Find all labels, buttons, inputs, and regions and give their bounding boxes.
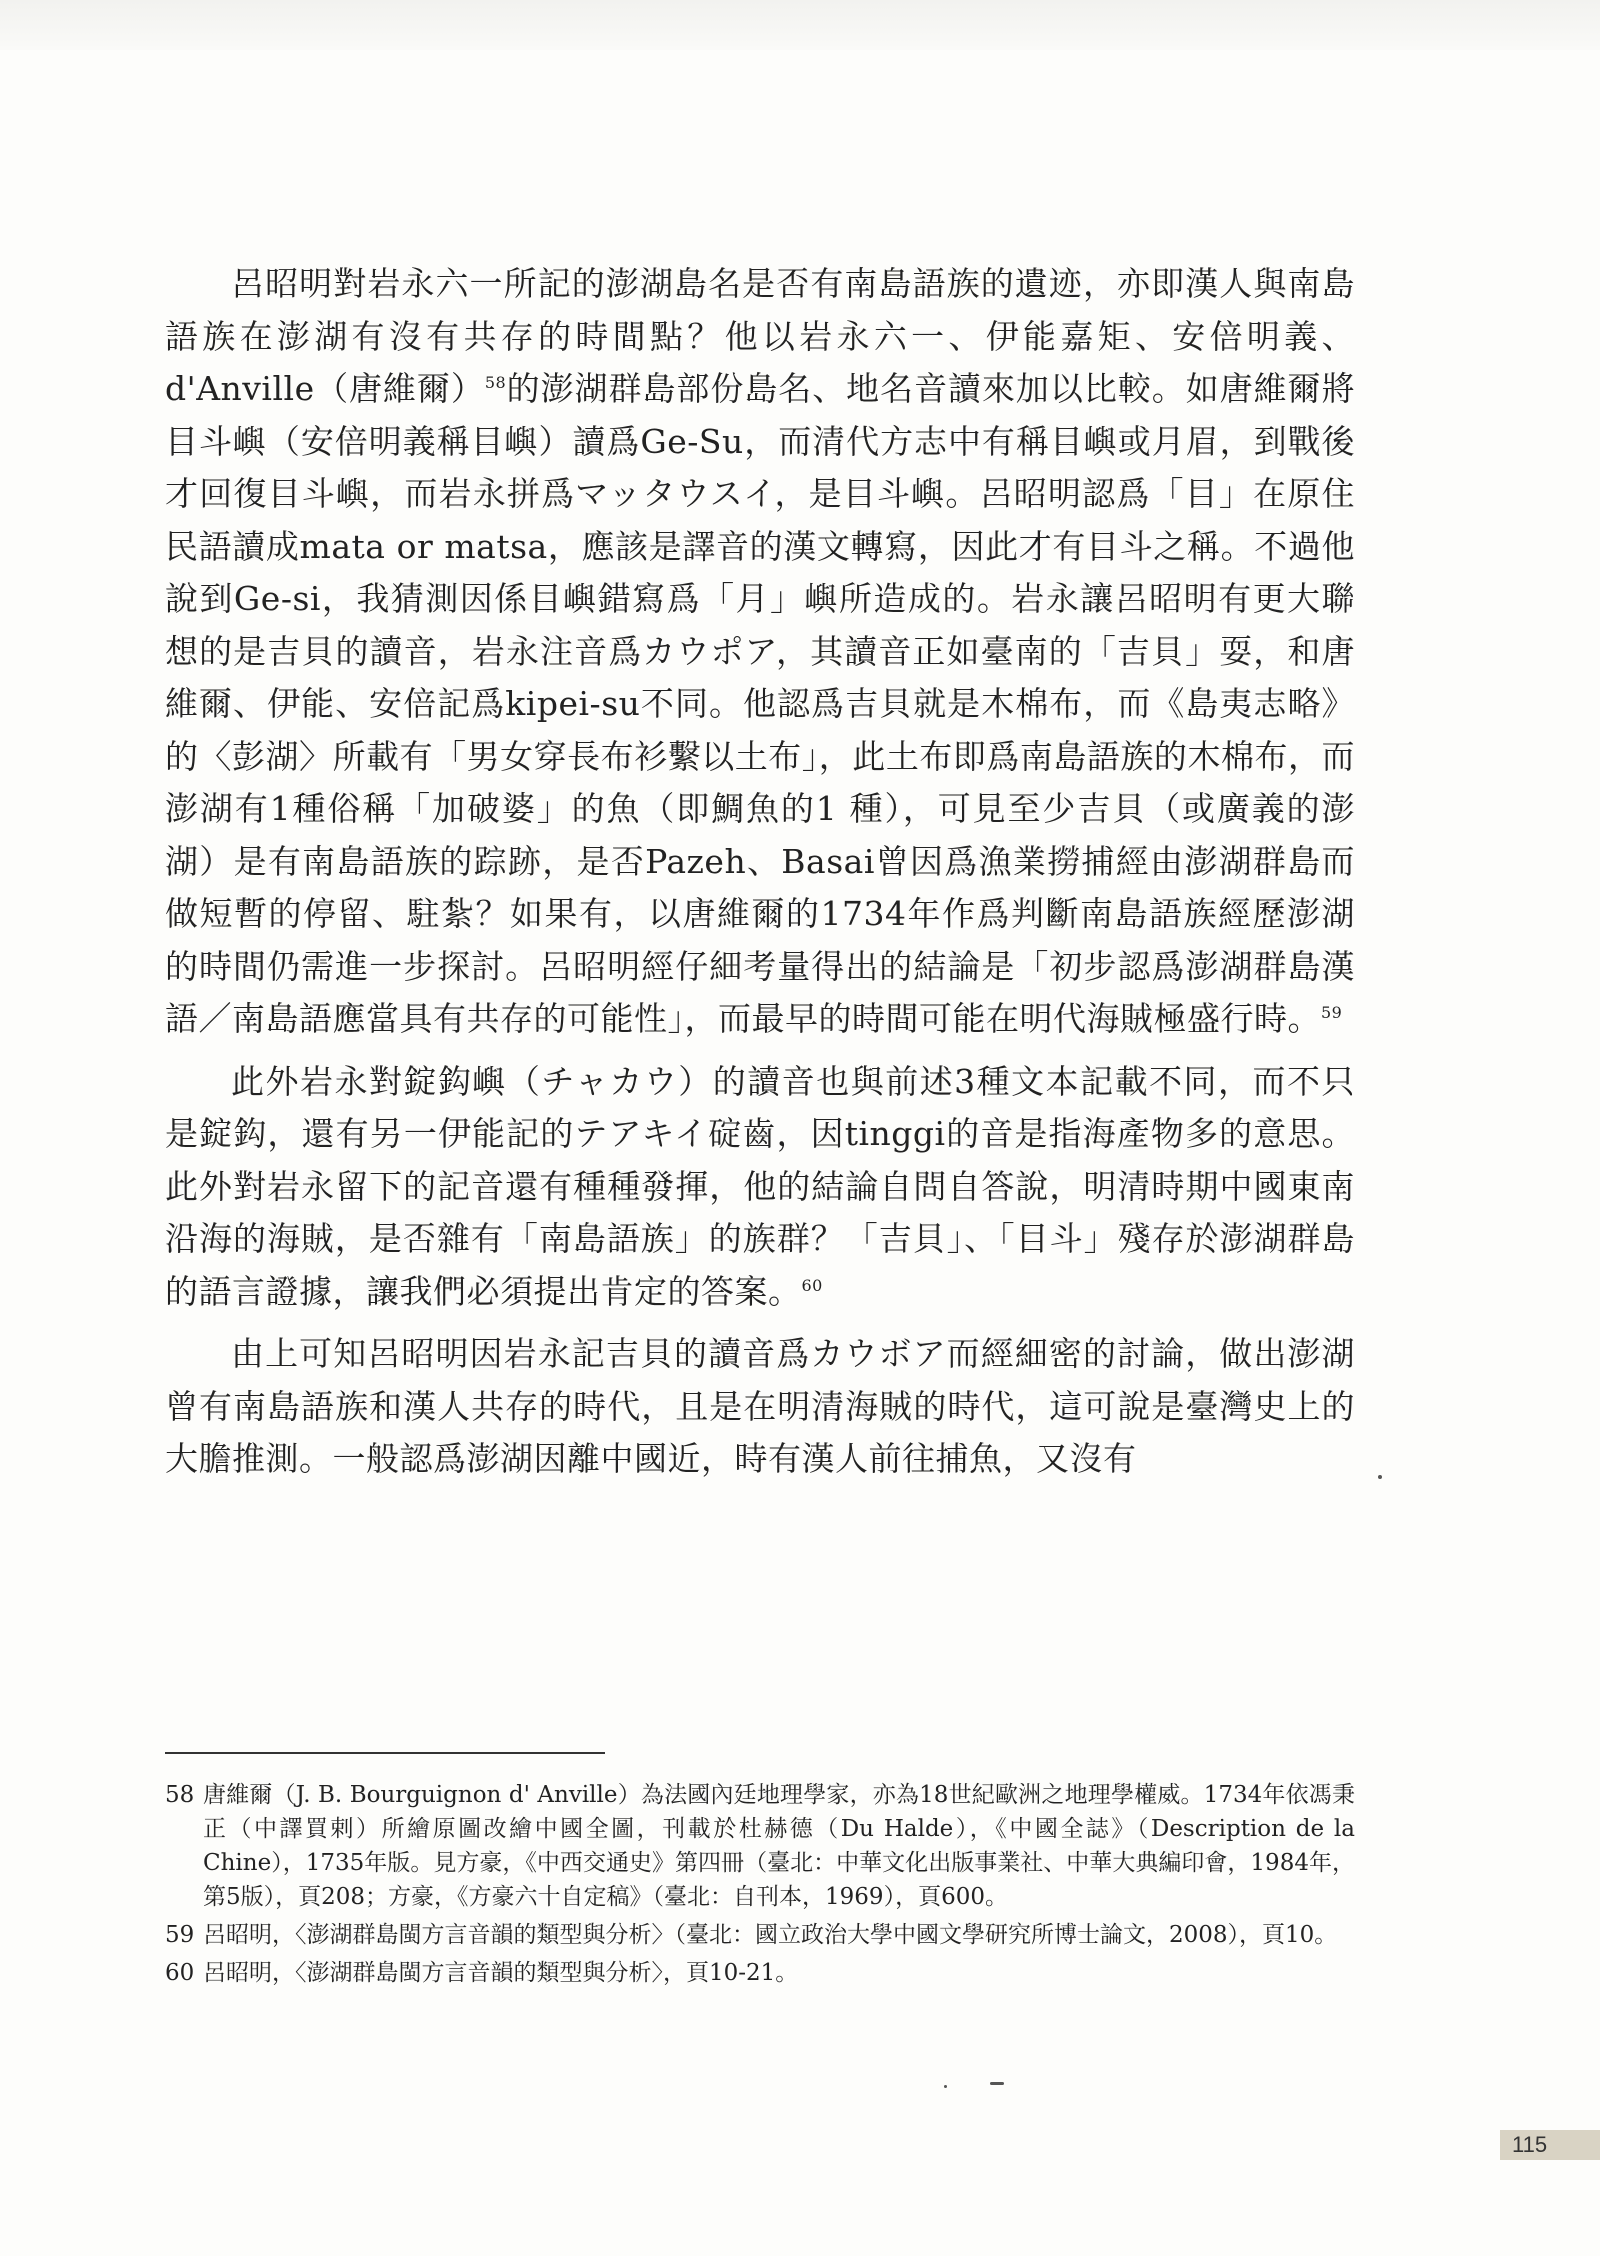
footnote-text: 呂昭明，〈澎湖群島閩方言音韻的類型與分析〉（臺北：國立政治大學中國文學研究所博士論文，2008），頁10。 <box>203 1922 1338 1948</box>
footnote-number: 58 <box>165 1782 195 1808</box>
paragraph-2 <box>165 1056 1355 1319</box>
footnotes <box>165 1778 1355 1994</box>
scan-speck <box>990 2082 1004 2085</box>
scan-speck <box>944 2085 947 2088</box>
scan-speck <box>1378 1475 1382 1479</box>
page-number: 115 <box>1500 2130 1600 2160</box>
footnote-text: 呂昭明，〈澎湖群島閩方言音韻的類型與分析〉，頁10-21。 <box>203 1960 799 1986</box>
scan-top-edge <box>0 0 1600 50</box>
footnote-58 <box>165 1778 1355 1914</box>
footnote-number: 59 <box>165 1922 195 1948</box>
paragraph-3 <box>165 1328 1355 1486</box>
paragraph-1-text-a: 呂昭明對岩永六一所記的澎湖島名是否有南島語族的遺迹，亦即漢人與南島語族在澎湖有沒有共存的時間點？他以岩永六一、伊能嘉矩、安倍明義、d'Anville（唐維爾） <box>165 264 1355 408</box>
body-text <box>165 258 1355 1496</box>
paragraph-1-text-b: 的澎湖群島部份島名、地名音讀來加以比較。如唐維爾將目斗嶼（安倍明義稱目嶼）讀爲Ge-Su，而清代方志中有稱目嶼或月眉，到戰後才回復目斗嶼，而岩永拼爲マッタウスイ，是目斗嶼。呂昭明認爲「目」在原住民語讀成mata or matsa，應該是譯音的漢文轉寫，因此才有目斗之稱。不過他說到Ge-si，我猜測因係目嶼錯寫爲「月」嶼所造成的。岩永讓呂昭明有更大聯想的是吉貝的讀音，岩永注音爲カウポア，其讀音正如臺南的「吉貝」耍，和唐維爾、伊能、安倍記爲kipei-su不同。他認爲吉貝就是木棉布，而《島夷志略》的〈彭湖〉所載有「男女穿長布衫繫以土布」，此土布即爲南島語族的木棉布，而澎湖有1種俗稱「加破婆」的魚（即鯛魚的1 種），可見至少吉貝（或廣義的澎湖）是有南島語族的踪跡，是否Pazeh、Basai曾因爲漁業撈捕經由澎湖群島而做短暫的停留、駐紮？如果有，以唐維爾的1734年作爲判斷南島語族經歷澎湖的時間仍需進一步探討。呂昭明經仔細考量得出的結論是「初步認爲澎湖群島漢語／南島語應當具有共存的可能性」，而最早的時間可能在明代海賊極盛行時。 <box>165 369 1356 1038</box>
footnote-60 <box>165 1956 1355 1990</box>
footnote-ref-58[interactable]: 58 <box>484 373 507 392</box>
paragraph-1 <box>165 258 1355 1046</box>
footnote-text: 唐維爾（J. B. Bourguignon d' Anville）為法國內廷地理學家，亦為18世紀歐洲之地理學權威。1734年依馮秉正（中譯買剌）所繪原圖改繪中國全圖，刊載於杜赫德（Du Halde），《中國全誌》（Description de la Chine），1735年版。見方豪，《中西交通史》第四冊（臺北：中華文化出版事業社、中華大典編印會，1984年，第5版），頁208；方豪，《方豪六十自定稿》（臺北：自刊本，1969），頁600。 <box>203 1782 1355 1910</box>
footnote-number: 60 <box>165 1960 195 1986</box>
footnote-ref-60[interactable]: 60 <box>801 1275 823 1295</box>
footnote-ref-59[interactable]: 59 <box>1321 1003 1343 1022</box>
footnote-separator <box>165 1752 605 1754</box>
paragraph-3-text: 由上可知呂昭明因岩永記吉貝的讀音爲カウボア而經細密的討論，做出澎湖曾有南島語族和漢人共存的時代，且是在明清海賊的時代，這可說是臺灣史上的大膽推測。一般認爲澎湖因離中國近，時有漢人前往捕魚，又沒有 <box>165 1334 1355 1478</box>
footnote-59 <box>165 1918 1355 1952</box>
paragraph-2-text: 此外岩永對錠鈎嶼（チャカウ）的讀音也與前述3種文本記載不同，而不只是錠鈎，還有另一伊能記的テアキイ碇齒，因tinggi的音是指海產物多的意思。此外對岩永留下的記音還有種種發揮，他的結論自問自答說，明清時期中國東南沿海的海賊，是否雜有「南島語族」的族群？「吉貝」、「目斗」殘存於澎湖群島的語言證據，讓我們必須提出肯定的答案。 <box>165 1061 1355 1311</box>
